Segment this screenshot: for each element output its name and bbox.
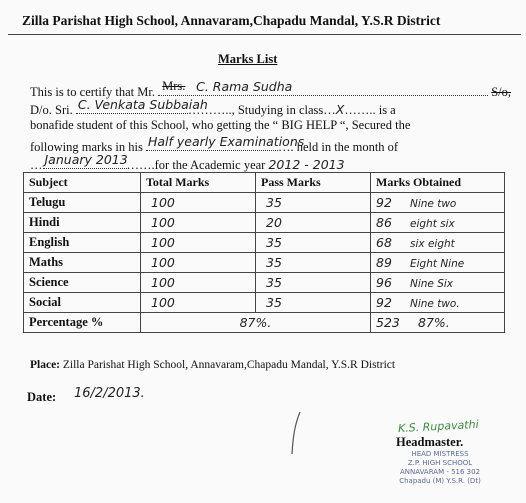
month-blank [43,154,127,169]
obtained-words: Eight Nine [410,258,465,270]
obtained-words: Nine two. [410,298,460,310]
struck-title: Mrs. [162,79,186,93]
stamp-line: ANNAVARAM - 516 302 [399,468,481,476]
obtained-number: 92 [376,195,392,210]
school-stamp [384,450,496,486]
table-row [24,273,505,293]
subject-cell: Social [24,293,141,313]
cert-text: …. held in the month of [277,140,399,154]
header-pass-marks: Pass Marks [256,173,371,193]
headmaster-signature: K.S. Rupavathi [397,417,479,436]
total-obtained: 523 [376,315,400,330]
student-name: C. Rama Sudha [196,79,293,94]
academic-year: 2012 - 2013 [268,157,345,172]
stamp-line: HEAD MISTRESS [411,450,469,458]
percentage-label: Percentage % [24,313,141,333]
pass-marks-cell: 35 [256,293,371,313]
percentage-row [24,313,505,333]
marks-table [23,172,505,333]
pass-marks-cell: 35 [256,273,371,293]
pass-marks-cell: 35 [256,233,371,253]
obtained-words: Nine two [410,198,457,210]
exam-month: January 2013 [44,152,128,167]
obtained-cell [371,193,505,213]
headmaster-title: Headmaster. [396,435,464,449]
table-row [24,213,505,233]
header-total-marks: Total Marks [141,173,256,193]
place-line [30,359,395,371]
father-name-blank [76,97,208,114]
table-row [24,193,505,213]
student-class: X [335,102,345,117]
total-marks-cell: 100 [141,213,256,233]
pen-mark [289,410,303,456]
title-divider [8,34,521,35]
percentage-value: 87%. [141,313,371,333]
pass-marks-cell: 20 [256,213,371,233]
cert-text: D/o. Sri. [30,103,73,117]
certificate-line-2 [30,99,396,118]
stamp-line: Z.P. HIGH SCHOOL [407,459,473,467]
cert-text: ……….., Studying in class… [187,103,336,117]
subject-cell: Maths [24,253,141,273]
student-name-blank [158,81,488,96]
total-marks-cell: 100 [141,193,256,213]
date-value: 16/2/2013. [74,386,145,401]
cert-text: …….. is a [344,103,396,117]
header-marks-obtained: Marks Obtained [371,173,505,193]
cert-text-so: S/o, [491,85,512,99]
table-row [24,253,505,273]
document-title: Marks List [218,52,278,66]
obtained-number: 86 [376,215,392,230]
subject-cell: Hindi [24,213,141,233]
father-name: C. Venkata Subbaiah [77,97,208,112]
subject-cell: English [24,233,141,253]
subject-cell: Telugu [24,193,141,213]
total-marks-cell: 100 [141,253,256,273]
obtained-number: 89 [376,255,392,270]
table-row [24,293,505,313]
header-subject: Subject [24,173,141,193]
obtained-number: 68 [376,235,392,250]
pass-marks-cell: 35 [256,193,371,213]
table-header-row [24,173,505,193]
total-marks-cell: 100 [141,293,256,313]
obtained-number: 96 [376,275,392,290]
certificate-line-5 [30,154,345,173]
obtained-words: eight six [410,218,455,230]
obtained-number: 92 [376,295,392,310]
total-percentage: 87%. [418,315,450,330]
exam-name-blank [146,134,305,151]
obtained-cell [371,213,505,233]
pass-marks-cell: 35 [256,253,371,273]
date-label: Date: [27,390,57,404]
cert-text: … [30,158,43,172]
stamp-line: Chapadu (M) Y.S.R. (Dt) [399,477,481,485]
total-marks-cell: 100 [141,233,256,253]
cert-text: following marks in his [30,140,143,154]
place-value: Zilla Parishat High School, Annavaram,Chapadu Mandal, Y.S.R District [62,359,396,371]
certificate-line-3: bonafide student of this School, who getting the “ BIG HELP “, Secured the [30,118,411,132]
obtained-cell [371,233,505,253]
table-row [24,233,505,253]
obtained-cell [371,253,505,273]
obtained-words: six eight [410,238,455,250]
total-marks-cell: 100 [141,273,256,293]
total-obtained-cell [371,313,505,333]
cert-text: This is to certify that Mr. [30,85,155,99]
school-title: Zilla Parishat High School, Annavaram,Chapadu Mandal, Y.S.R District [22,13,441,28]
subject-cell: Science [24,273,141,293]
obtained-words: Nine Six [410,278,454,290]
cert-text: …….for the Academic year [126,158,266,172]
obtained-cell [371,273,505,293]
obtained-cell [371,293,505,313]
place-label: Place: [30,359,61,371]
exam-name: Half yearly Examinations [147,134,305,149]
